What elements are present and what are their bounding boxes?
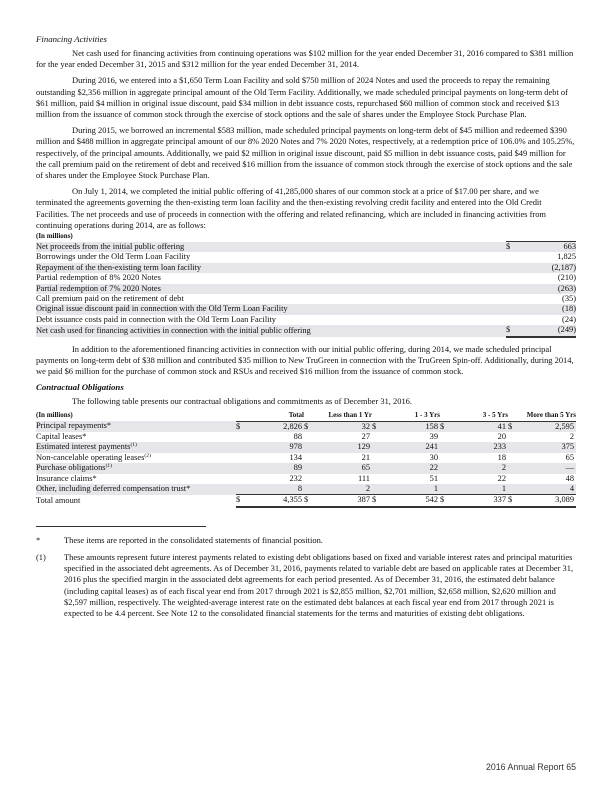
row-value: (35) [562, 294, 576, 304]
table-row [36, 442, 576, 452]
currency-symbol [236, 474, 246, 484]
financing-paragraph-3: During 2015, we borrowed an incremental $583 million, made scheduled principal payments on long-term debt of $45 million and redeemed $390 million and $488 million in aggregate principal amount of our 8% 2020 Notes and 7% 2020 Notes, respectively, at a redemption price of 106.0% and 105.25%, respectively, of the principal amounts. Additionally, we paid $2 million in original issue discount, paid $5 million in debt issuance costs, paid $49 million for the call premium paid on the retirement of debt and received $16 million from the issuance of common stock through the exercise of stock options and the sale of shares under the Employee Stock Purchase Plan. [36, 125, 575, 181]
currency-symbol [506, 252, 516, 262]
currency-symbol [236, 442, 246, 452]
table-row [36, 463, 576, 473]
cell-total: 134 [289, 452, 302, 462]
footnote-reference: (1) [105, 463, 112, 470]
cell-lt1: 387 [314, 495, 372, 507]
cell-y35: 337 [450, 495, 508, 507]
cell-y35: 2 [450, 463, 508, 473]
footnote-reference: (1) [130, 442, 137, 449]
row-value: 1,825 [557, 252, 576, 262]
cell-total: 2,826 [246, 421, 304, 432]
currency-symbol [440, 484, 450, 495]
row-label: Borrowings under the Old Term Loan Facility [36, 252, 191, 262]
row-label [36, 442, 236, 452]
header-total: Total [288, 410, 304, 419]
table-row [36, 325, 576, 336]
currency-symbol [236, 463, 246, 473]
cell-gt5: 48 [565, 473, 574, 483]
currency-symbol [440, 432, 450, 442]
currency-symbol [304, 474, 314, 484]
row-label-text: Other, including deferred compensation trust* [36, 484, 191, 494]
row-label-text: Insurance claims* [36, 473, 97, 483]
row-label-text: Non-cancelable operating leases [36, 452, 145, 462]
currency-symbol [440, 453, 450, 463]
table-row [36, 432, 576, 442]
cell-gt5: 65 [565, 452, 574, 462]
row-label-text: Total amount [36, 495, 81, 505]
row-label: Partial redemption of 8% 2020 Notes [36, 273, 161, 283]
document-page [36, 34, 576, 625]
cell-y13: 542 [382, 495, 440, 507]
row-label-text: Principal repayments* [36, 421, 112, 431]
cell-gt5: — [518, 463, 576, 473]
currency-symbol: $ [506, 325, 516, 336]
financing-heading: Financing Activities [36, 34, 107, 44]
currency-symbol [506, 304, 516, 314]
currency-symbol [304, 432, 314, 442]
header-1-3-yrs: 1 - 3 Yrs [414, 410, 440, 419]
cell-y35: 233 [450, 442, 508, 452]
footnote-mark: (1) [36, 551, 46, 562]
cell-total: 89 [246, 463, 304, 473]
currency-symbol: $ [236, 421, 246, 432]
cell-gt5: 2,595 [518, 421, 576, 432]
currency-symbol [372, 442, 382, 452]
table-row [36, 474, 576, 484]
table-row [36, 453, 576, 463]
cell-total: 88 [293, 431, 302, 441]
cell-lt1: 129 [314, 442, 372, 452]
cell-total: 232 [289, 473, 302, 483]
cell-y13: 39 [429, 431, 438, 441]
currency-symbol: $ [236, 495, 246, 507]
ipo-proceeds-table [36, 241, 576, 338]
row-value: (2,187) [516, 263, 576, 273]
table-row [36, 304, 576, 314]
row-label: Repayment of the then-existing term loan facility [36, 263, 506, 273]
cell-gt5: 4 [518, 484, 576, 495]
table-row [36, 495, 576, 507]
currency-symbol [440, 442, 450, 452]
currency-symbol [440, 463, 450, 473]
currency-symbol: $ [372, 421, 382, 432]
row-label: Call premium paid on the retirement of debt [36, 294, 184, 304]
row-value: (24) [562, 314, 576, 324]
currency-symbol [508, 474, 518, 484]
cell-y13: 1 [382, 484, 440, 495]
currency-symbol [372, 432, 382, 442]
currency-symbol: $ [440, 495, 450, 507]
currency-symbol [508, 453, 518, 463]
row-label: Debt issuance costs paid in connection with the Old Term Loan Facility [36, 314, 276, 324]
currency-symbol [440, 474, 450, 484]
footnote [36, 552, 576, 619]
currency-symbol [304, 442, 314, 452]
row-label [36, 453, 236, 463]
currency-symbol: $ [440, 421, 450, 432]
footnote [36, 535, 576, 546]
table-row [36, 284, 576, 294]
table-row [36, 273, 576, 283]
obligations-intro: The following table presents our contractual obligations and commitments as of December 31, 2016. [72, 396, 412, 407]
table-row [36, 421, 576, 432]
footnote-text: These items are reported in the consolidated statements of financial position. [64, 534, 323, 545]
table-row [36, 252, 576, 262]
table-row [36, 484, 576, 495]
cell-gt5: 2 [569, 431, 574, 441]
row-label-text: Estimated interest payments [36, 442, 131, 452]
header-3-5-yrs: 3 - 5 Yrs [482, 410, 508, 419]
row-value: (249) [516, 325, 576, 336]
cell-y35: 22 [497, 473, 506, 483]
currency-symbol [506, 263, 516, 273]
currency-symbol [508, 463, 518, 473]
row-label: Net proceeds from the initial public offering [36, 242, 506, 253]
currency-symbol [304, 484, 314, 495]
row-label [36, 495, 236, 507]
row-label [36, 484, 236, 495]
cell-lt1: 2 [314, 484, 372, 495]
row-label [36, 432, 236, 442]
table-row [36, 294, 576, 304]
cell-y35: 1 [450, 484, 508, 495]
footnote-text: These amounts represent future interest payments related to existing debt obligations based on fixed and variable interest rates and principal maturities specified in the associated debt agreements. As of December 31, 2016, payments related to variable debt are based on applicable rates at December 31, 2016 plus the specified margin in the associated debt agreements for each period presented. As of December 31, 2016, the estimated debt balance (including capital leases) as of each fiscal year end from 2017 through 2021 is $2,855 million, $2,701 million, $2,658 million, $2,620 million and $2,597 million, respectively. The weighted-average interest rate on the estimated debt balances at each fiscal year end from 2017 through 2021 is expected to be 4.4 percent. See Note 12 to the consolidated financial statements for the terms and maturities of existing debt obligations. [64, 551, 574, 618]
header-less-than-1-yr: Less than 1 Yr [328, 410, 372, 419]
cell-y13: 241 [382, 442, 440, 452]
footnote-reference: (2) [144, 452, 151, 459]
row-label [36, 421, 236, 432]
cell-lt1: 32 [314, 421, 372, 432]
currency-symbol [372, 484, 382, 495]
contractual-obligations-table [36, 410, 576, 508]
currency-symbol [506, 294, 516, 304]
currency-symbol: $ [508, 495, 518, 507]
currency-symbol [372, 463, 382, 473]
cell-y35: 20 [497, 431, 506, 441]
currency-symbol [304, 463, 314, 473]
row-value: (263) [516, 284, 576, 294]
currency-symbol [508, 484, 518, 495]
table-row [36, 263, 576, 273]
currency-symbol [506, 284, 516, 294]
row-label [36, 474, 236, 484]
cell-lt1: 111 [358, 473, 370, 483]
cell-gt5: 375 [518, 442, 576, 452]
currency-symbol: $ [508, 421, 518, 432]
currency-symbol [372, 474, 382, 484]
currency-symbol [236, 432, 246, 442]
financing-paragraph-1: Net cash used for financing activities from continuing operations was $102 million for the year ended December 31, 2016 compared to $381 million for the year ended December 31, 2015 and $312 million for the year ended December 31, 2014. [36, 48, 574, 70]
table-row [36, 242, 576, 253]
cell-gt5: 3,089 [518, 495, 576, 507]
row-value: 663 [516, 242, 576, 253]
currency-symbol: $ [304, 421, 314, 432]
currency-symbol [508, 432, 518, 442]
row-label: Partial redemption of 7% 2020 Notes [36, 284, 506, 294]
currency-symbol [506, 315, 516, 325]
currency-symbol [372, 453, 382, 463]
financing-paragraph-5: In addition to the aforementioned financing activities in connection with our initial public offering, during 2014, we made scheduled principal payments on long-term debt of $38 million and contributed $35 million to New TruGreen in connection with the TruGreen Spin-off. Additionally, during 2014, we paid $6 million for the purchase of common stock and RSUs and received $16 million from the issuance of common stock. [36, 343, 574, 377]
cell-lt1: 21 [361, 452, 370, 462]
header-more-than-5-yrs: More than 5 Yrs [526, 410, 576, 419]
currency-symbol [508, 442, 518, 452]
header-unit: (In millions) [36, 410, 73, 419]
row-value: (210) [557, 273, 576, 283]
financing-paragraph-2: During 2016, we entered into a $1,650 Term Loan Facility and sold $750 million of 2024 Notes and used the proceeds to repay the remaining outstanding $2,356 million in aggregate principal amount of the Old Term Facility. Additionally, we made scheduled principal payments on long-term debt of $61 million, paid $4 million in original issue discount, paid $34 million in debt issuance costs, repurchased $60 million of common stock and received $13 million from the issuance of common stock through the exercise of stock options and the sale of shares under the Employee Stock Purchase Plan. [36, 75, 568, 120]
cell-lt1: 65 [314, 463, 372, 473]
currency-symbol [236, 453, 246, 463]
row-label-text: Capital leases* [36, 431, 87, 441]
cell-y35: 41 [450, 421, 508, 432]
cell-y13: 158 [382, 421, 440, 432]
table-row [36, 315, 576, 325]
currency-symbol: $ [506, 242, 516, 253]
currency-symbol [506, 273, 516, 283]
row-value: (18) [516, 304, 576, 314]
obligations-heading: Contractual Obligations [36, 382, 124, 393]
cell-y13: 22 [382, 463, 440, 473]
currency-symbol: $ [372, 495, 382, 507]
cell-y13: 30 [429, 452, 438, 462]
cell-y13: 51 [429, 473, 438, 483]
footnote-mark: * [36, 534, 41, 545]
currency-symbol [236, 484, 246, 495]
row-label-text: Purchase obligations [36, 463, 106, 473]
cell-total: 4,355 [246, 495, 304, 507]
cell-total: 8 [246, 484, 304, 495]
page-footer: 2016 Annual Report 65 [486, 762, 576, 772]
footnotes [36, 535, 576, 619]
currency-symbol: $ [304, 495, 314, 507]
row-label: Net cash used for financing activities in connection with the initial public offering [36, 325, 506, 336]
ipo-table-unit: (In millions) [36, 232, 73, 241]
cell-lt1: 27 [361, 431, 370, 441]
currency-symbol [304, 453, 314, 463]
financing-paragraph-4: On July 1, 2014, we completed the initial public offering of 41,285,000 shares of our common stock at a price of $17.00 per share, and we terminated the agreements governing the then-existing term loan facility and the then-existing revolving credit facility and entered into the Old Credit Facilities. The net proceeds and use of proceeds in connection with the offering and related refinancing, which are included in financing activities from continuing operations during 2014, are as follows: [36, 186, 546, 230]
cell-total: 978 [246, 442, 304, 452]
cell-y35: 18 [497, 452, 506, 462]
row-label: Original issue discount paid in connection with the Old Term Loan Facility [36, 304, 506, 314]
row-label [36, 463, 236, 473]
footnote-divider [36, 526, 206, 527]
